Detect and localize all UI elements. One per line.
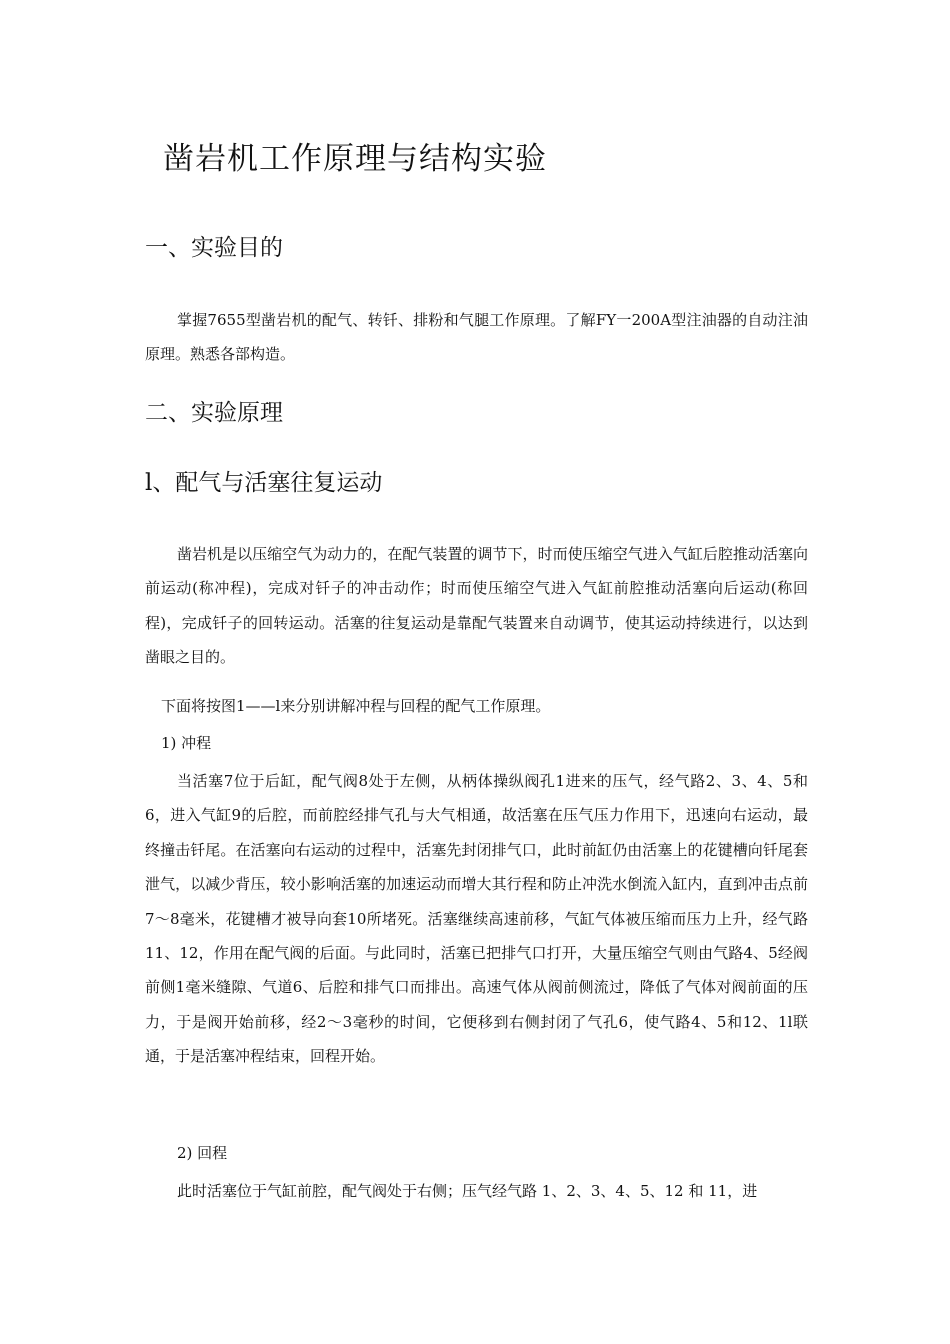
return-stroke-paragraph: 此时活塞位于气缸前腔，配气阀处于右侧；压气经气路 1、2、3、4、5、12 和 11，进 [177, 1182, 758, 1200]
section-heading-principle: 二、实验原理 [145, 400, 283, 426]
intro-paragraph: 凿岩机是以压缩空气为动力的，在配气装置的调节下，时而使压缩空气进入气缸后腔推动活塞向前运动(称冲程)，完成对钎子的冲击动作；时而使压缩空气进入气缸前腔推动活塞向后运动(称回程)，完成钎子的回转运动。活塞的往复运动是靠配气装置来自动调节，使其运动持续进行，以达到凿眼之目的。 [145, 545, 808, 667]
subsection-heading-valve-piston: l、配气与活塞往复运动 [145, 470, 383, 496]
purpose-paragraph: 掌握7655型凿岩机的配气、转钎、排粉和气腿工作原理。了解FY一200A型注油器的自动注油原理。熟悉各部构造。 [145, 311, 808, 364]
section-heading-purpose: 一、实验目的 [145, 235, 283, 261]
return-stroke-label: 2) 回程 [177, 1144, 228, 1162]
document-title: 凿岩机工作原理与结构实验 [163, 141, 547, 177]
figure-reference-line: 下面将按图1——l来分别讲解冲程与回程的配气工作原理。 [161, 697, 551, 715]
stroke-paragraph: 当活塞7位于后缸，配气阀8处于左侧，从柄体操纵阀孔1进来的压气，经气路2、3、4、5和6，进入气缸9的后腔，而前腔经排气孔与大气相通，故活塞在压气压力作用下，迅速向右运动，最终撞击钎尾。在活塞向右运动的过程中，活塞先封闭排气口，此时前缸仍由活塞上的花键槽向钎尾套泄气，以减少背压，较小影响活塞的加速运动而增大其行程和防止冲洗水倒流入缸内，直到冲击点前7～8毫米，花键槽才被导向套10所堵死。活塞继续高速前移，气缸气体被压缩而压力上升，经气路 11、12，作用在配气阀的后面。与此同时，活塞已把排气口打开，大量压缩空气则由气路4、5经阀前侧1毫米缝隙、气道6、后腔和排气口而排出。高速气体从阀前侧流过，降低了气体对阀前面的压力，于是阀开始前移，经2～3毫秒的时间，它便移到右侧封闭了气孔6，使气路4、5和12、1l联通，于是活塞冲程结束，回程开始。 [145, 772, 808, 1066]
stroke-label: 1) 冲程 [161, 734, 212, 752]
